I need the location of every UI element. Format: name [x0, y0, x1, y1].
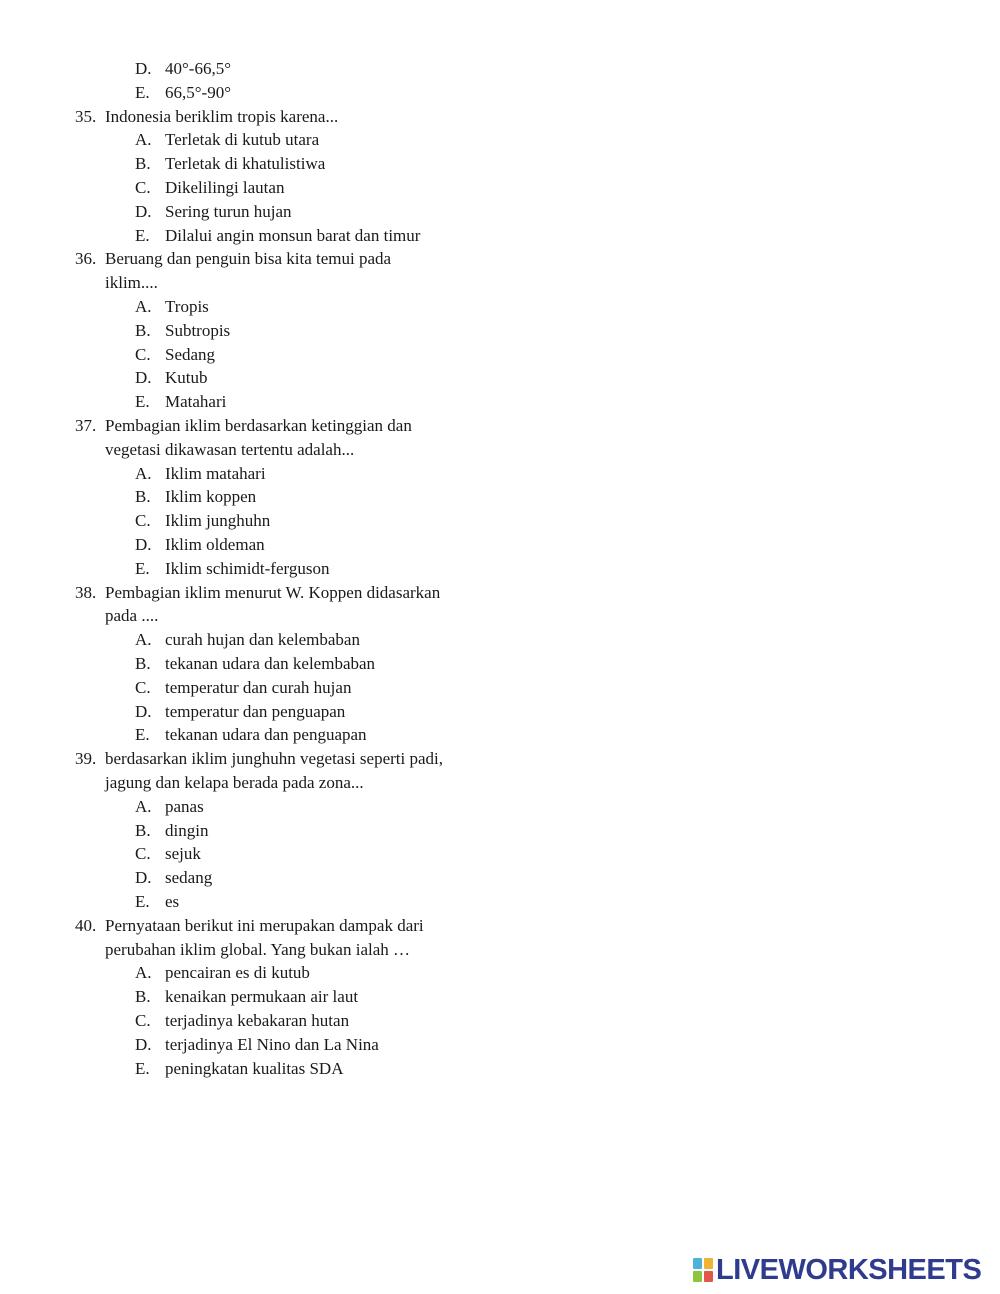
question-number: 37. — [75, 416, 97, 435]
option-letter: A. — [135, 464, 152, 483]
option-text: tekanan udara dan kelembaban — [165, 654, 376, 673]
option-text: Sedang — [165, 345, 216, 364]
option-letter: C. — [135, 178, 151, 197]
option-text: es — [165, 892, 180, 911]
question-text: pada .... — [105, 606, 159, 625]
logo-mark-square — [704, 1271, 713, 1282]
option-text: Tropis — [165, 297, 209, 316]
option-text: Matahari — [165, 392, 227, 411]
option-text: terjadinya kebakaran hutan — [165, 1011, 350, 1030]
option-text: Terletak di khatulistiwa — [165, 154, 326, 173]
option-letter: D. — [135, 1035, 152, 1054]
option-text: curah hujan dan kelembaban — [165, 630, 360, 649]
option-letter: D. — [135, 702, 152, 721]
option-text: Subtropis — [165, 321, 231, 340]
option-letter: D. — [135, 535, 152, 554]
option-letter: A. — [135, 130, 152, 149]
option-text: sedang — [165, 868, 213, 887]
logo-mark-square — [693, 1271, 702, 1282]
option-letter: A. — [135, 630, 152, 649]
option-text: Dilalui angin monsun barat dan timur — [165, 226, 421, 245]
option-letter: A. — [135, 797, 152, 816]
option-text: Dikelilingi lautan — [165, 178, 285, 197]
option-text: peningkatan kualitas SDA — [165, 1059, 344, 1078]
option-text: Iklim matahari — [165, 464, 266, 483]
question-text: berdasarkan iklim junghuhn vegetasi seperti padi, — [105, 749, 444, 768]
option-text: Iklim koppen — [165, 487, 257, 506]
option-letter: A. — [135, 963, 152, 982]
option-letter: C. — [135, 678, 151, 697]
option-text: Terletak di kutub utara — [165, 130, 320, 149]
option-text: temperatur dan curah hujan — [165, 678, 352, 697]
option-letter: B. — [135, 154, 151, 173]
question-text: Indonesia beriklim tropis karena... — [105, 107, 339, 126]
question-number: 35. — [75, 107, 97, 126]
option-letter: B. — [135, 821, 151, 840]
option-text: Iklim oldeman — [165, 535, 265, 554]
option-letter: E. — [135, 892, 150, 911]
option-letter: B. — [135, 321, 151, 340]
option-text: Kutub — [165, 368, 208, 387]
question-text: Pernyataan berikut ini merupakan dampak dari — [105, 916, 424, 935]
option-text: Iklim schimidt-ferguson — [165, 559, 330, 578]
option-letter: E. — [135, 1059, 150, 1078]
liveworksheets-logo-icon — [693, 1258, 713, 1282]
option-letter: D. — [135, 59, 152, 78]
option-letter: C. — [135, 511, 151, 530]
option-letter: E. — [135, 392, 150, 411]
option-text: kenaikan permukaan air laut — [165, 987, 359, 1006]
question-text: iklim.... — [105, 273, 158, 292]
brand-name: LIVEWORKSHEETS — [716, 1254, 982, 1286]
question-text: Beruang dan penguin bisa kita temui pada — [105, 249, 392, 268]
option-text: tekanan udara dan penguapan — [165, 725, 367, 744]
option-letter: B. — [135, 654, 151, 673]
question-text: Pembagian iklim berdasarkan ketinggian dan — [105, 416, 412, 435]
option-letter: D. — [135, 202, 152, 221]
option-text: 66,5°-90° — [165, 83, 232, 102]
question-number: 36. — [75, 249, 97, 268]
question-text: vegetasi dikawasan tertentu adalah... — [105, 440, 355, 459]
option-letter: A. — [135, 297, 152, 316]
option-text: temperatur dan penguapan — [165, 702, 346, 721]
option-text: pencairan es di kutub — [165, 963, 310, 982]
option-text: 40°-66,5° — [165, 59, 232, 78]
option-letter: C. — [135, 844, 151, 863]
option-letter: E. — [135, 559, 150, 578]
option-letter: D. — [135, 868, 152, 887]
liveworksheets-logo — [693, 1255, 981, 1285]
option-letter: E. — [135, 725, 150, 744]
option-letter: E. — [135, 83, 150, 102]
option-letter: B. — [135, 987, 151, 1006]
option-text: Sering turun hujan — [165, 202, 292, 221]
option-text: terjadinya El Nino dan La Nina — [165, 1035, 379, 1054]
question-number: 38. — [75, 583, 97, 602]
logo-mark-square — [693, 1258, 702, 1269]
option-letter: B. — [135, 487, 151, 506]
logo-mark-square — [704, 1258, 713, 1269]
option-text: dingin — [165, 821, 209, 840]
option-letter: E. — [135, 226, 150, 245]
option-text: Iklim junghuhn — [165, 511, 271, 530]
question-number: 39. — [75, 749, 97, 768]
question-text: Pembagian iklim menurut W. Koppen didasarkan — [105, 583, 441, 602]
question-number: 40. — [75, 916, 97, 935]
option-letter: C. — [135, 345, 151, 364]
option-letter: C. — [135, 1011, 151, 1030]
question-text: jagung dan kelapa berada pada zona... — [105, 773, 364, 792]
option-text: panas — [165, 797, 204, 816]
question-text: perubahan iklim global. Yang bukan ialah … — [105, 940, 411, 959]
option-letter: D. — [135, 368, 152, 387]
option-text: sejuk — [165, 844, 201, 863]
